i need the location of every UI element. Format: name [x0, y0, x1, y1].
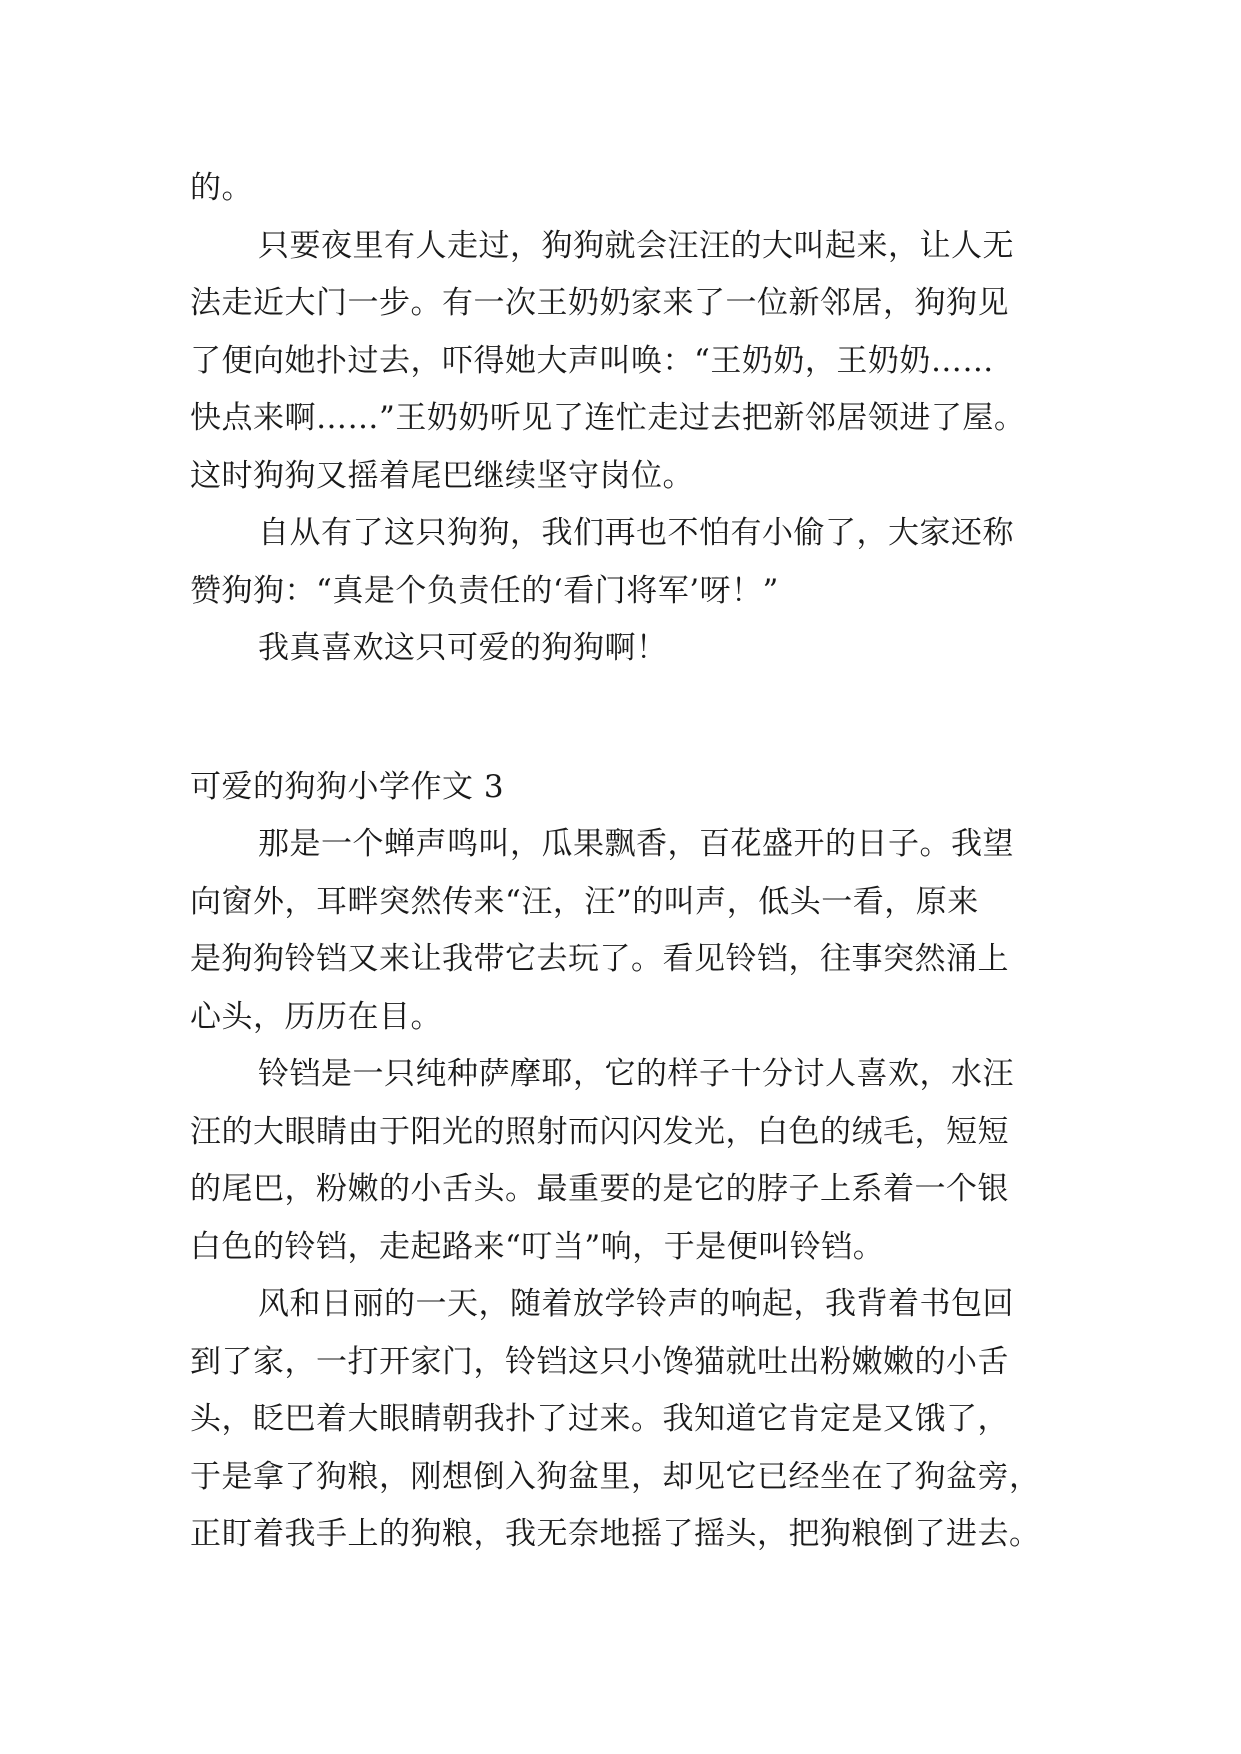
text-line: 那是一个蝉声鸣叫，瓜果飘香，百花盛开的日子。我望 [258, 826, 1014, 862]
document-body [190, 160, 1060, 1564]
text-line: 铃铛是一只纯种萨摩耶，它的样子十分讨人喜欢，水汪 [258, 1056, 1014, 1092]
text-line: 这时狗狗又摇着尾巴继续坚守岗位。 [190, 457, 694, 494]
text-line: 我真喜欢这只可爱的狗狗啊！ [258, 630, 668, 666]
text-line: 到了家，一打开家门，铃铛这只小馋猫就吐出粉嫩嫩的小舌 [190, 1343, 1009, 1380]
text-line: 的尾巴，粉嫩的小舌头。最重要的是它的脖子上系着一个银 [190, 1171, 1009, 1207]
paragraph-conclusion [190, 620, 1060, 678]
paragraph-story [190, 1276, 1060, 1564]
text-line: 是狗狗铃铛又来让我带它去玩了。看见铃铛，往事突然涌上 [190, 941, 1009, 977]
text-line: 的。 [190, 170, 253, 206]
text-line: 法走近大门一步。有一次王奶奶家来了一位新邻居，狗狗见 [190, 285, 1009, 321]
text-line: 头，眨巴着大眼睛朝我扑了过来。我知道它肯定是又饿了， [190, 1401, 1009, 1437]
text-line: 只要夜里有人走过，狗狗就会汪汪的大叫起来，让人无 [258, 227, 1014, 264]
essay-heading [190, 759, 1060, 817]
text-line: 向窗外，耳畔突然传来“汪，汪”的叫声，低头一看，原来 [190, 883, 979, 920]
paragraph-watchdog [190, 218, 1060, 506]
text-line: 心头，历历在目。 [190, 998, 442, 1035]
text-line: 赞狗狗：“真是个负责任的‘看门将军’呀！” [190, 572, 779, 609]
heading-text: 可爱的狗狗小学作文 3 [190, 768, 505, 805]
text-line: 自从有了这只狗狗，我们再也不怕有小偷了，大家还称 [258, 515, 1014, 551]
text-line: 白色的铃铛，走起路来“叮当”响，于是便叫铃铛。 [190, 1228, 885, 1265]
paragraph-praise [190, 505, 1060, 620]
paragraph-intro [190, 816, 1060, 1046]
text-line: 风和日丽的一天，随着放学铃声的响起，我背着书包回 [258, 1286, 1014, 1322]
paragraph-description [190, 1046, 1060, 1276]
text-line: 快点来啊……”王奶奶听见了连忙走过去把新邻居领进了屋。 [190, 400, 1026, 436]
text-line: 了便向她扑过去，吓得她大声叫唤：“王奶奶，王奶奶…… [190, 342, 994, 379]
text-line: 汪的大眼睛由于阳光的照射而闪闪发光，白色的绒毛，短短 [190, 1113, 1009, 1150]
paragraph-continuation [190, 160, 1060, 218]
text-line: 于是拿了狗粮，刚想倒入狗盆里，却见它已经坐在了狗盆旁， [190, 1458, 1041, 1495]
text-line: 正盯着我手上的狗粮，我无奈地摇了摇头，把狗粮倒了进去。 [190, 1516, 1041, 1552]
